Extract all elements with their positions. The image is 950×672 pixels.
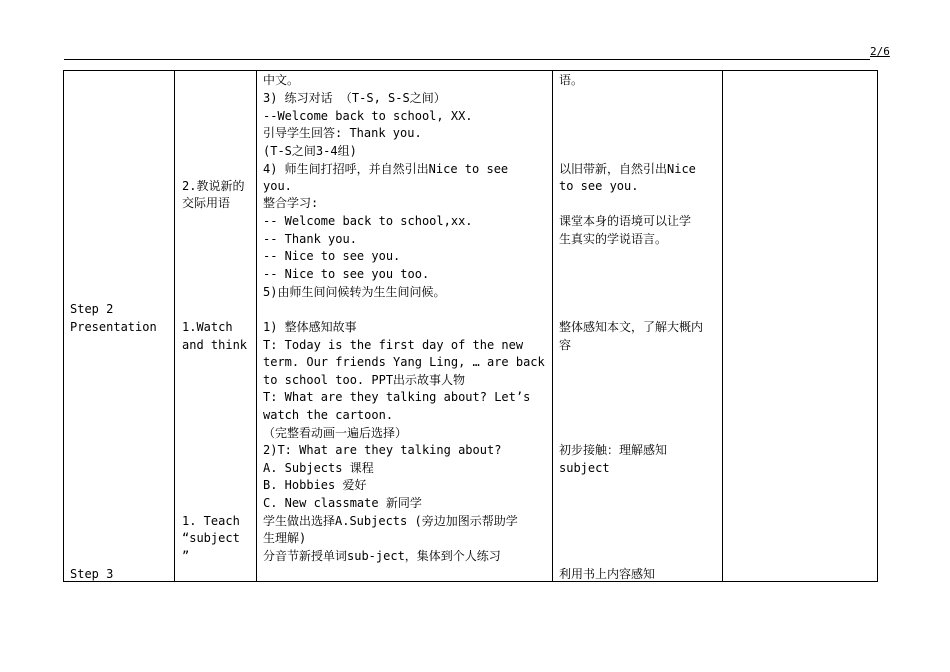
intent-line: 容 xyxy=(559,338,572,352)
substep-label: and think xyxy=(182,338,248,352)
substep-label: ” xyxy=(182,549,190,563)
header-rule xyxy=(64,59,870,60)
activity-line: 3) 练习对话 （T-S, S-S之间） xyxy=(263,91,446,105)
activity-line: -- Nice to see you. xyxy=(263,249,401,263)
substep-label: 1.Watch xyxy=(182,320,233,334)
intent-line: 以旧带新，自然引出Nice xyxy=(559,162,696,176)
activity-line: you. xyxy=(263,179,292,193)
intent-line: to see you. xyxy=(559,179,639,193)
activity-line: A. Subjects 课程 xyxy=(263,461,374,475)
intent-line: 课堂本身的语境可以让学 xyxy=(559,214,692,228)
activity-line: 引导学生回答: Thank you. xyxy=(263,126,422,140)
column-divider xyxy=(722,71,723,581)
activity-line: -- Thank you. xyxy=(263,232,357,246)
activity-line: term. Our friends Yang Ling, … are back xyxy=(263,355,545,369)
activity-line: T: Today is the first day of the new xyxy=(263,338,524,352)
activity-line: 分音节新授单词sub-ject，集体到个人练习 xyxy=(263,549,501,563)
activity-line: 5)由师生间问候转为生生间问候。 xyxy=(263,285,446,299)
activity-line: -- Welcome back to school,xx. xyxy=(263,214,473,228)
intent-line: 初步接触：理解感知 xyxy=(559,443,668,457)
column-divider xyxy=(256,71,257,581)
activity-line: T: What are they talking about? Let’s xyxy=(263,390,531,404)
activity-line: 生理解) xyxy=(263,531,307,545)
intent-line: 语。 xyxy=(559,73,584,87)
notes-column xyxy=(724,71,874,581)
substep-label: 交际用语 xyxy=(182,196,231,210)
column-divider xyxy=(174,71,175,581)
step-label: Presentation xyxy=(70,320,157,334)
intent-line: 整体感知本文，了解大概内 xyxy=(559,320,704,334)
intent-line: 生真实的学说语言。 xyxy=(559,232,668,246)
activity-line: 4) 师生间打招呼，并自然引出Nice to see xyxy=(263,162,509,176)
column-divider xyxy=(552,71,553,581)
activity-line: 学生做出选择A.Subjects (旁边加图示帮助学 xyxy=(263,514,518,528)
activity-line: 整合学习: xyxy=(263,196,319,210)
activity-line: C. New classmate 新同学 xyxy=(263,496,422,510)
substep-label: 2.教说新的 xyxy=(182,179,245,193)
activity-line: -- Nice to see you too. xyxy=(263,267,430,281)
activity-line: (T-S之间3-4组) xyxy=(263,144,357,158)
page-number: 2/6 xyxy=(870,45,890,58)
activity-line: （完整看动画一遍后选择） xyxy=(263,426,408,440)
activity-line: B. Hobbies 爱好 xyxy=(263,478,367,492)
intent-line: 利用书上内容感知 xyxy=(559,567,656,581)
activity-line: watch the cartoon. xyxy=(263,408,394,422)
substep-label: 1. Teach xyxy=(182,514,240,528)
intent-line: subject xyxy=(559,461,610,475)
step-label: Step 3 xyxy=(70,567,114,581)
activity-line: --Welcome back to school, XX. xyxy=(263,109,473,123)
activity-line: to school too. PPT出示故事人物 xyxy=(263,373,466,387)
substep-label: “subject xyxy=(182,531,240,545)
activity-line: 中文。 xyxy=(263,73,300,87)
step-label: Step 2 xyxy=(70,302,114,316)
lesson-plan-table xyxy=(63,70,878,582)
activity-line: 2)T: What are they talking about? xyxy=(263,443,502,457)
activity-line: 1) 整体感知故事 xyxy=(263,320,357,334)
